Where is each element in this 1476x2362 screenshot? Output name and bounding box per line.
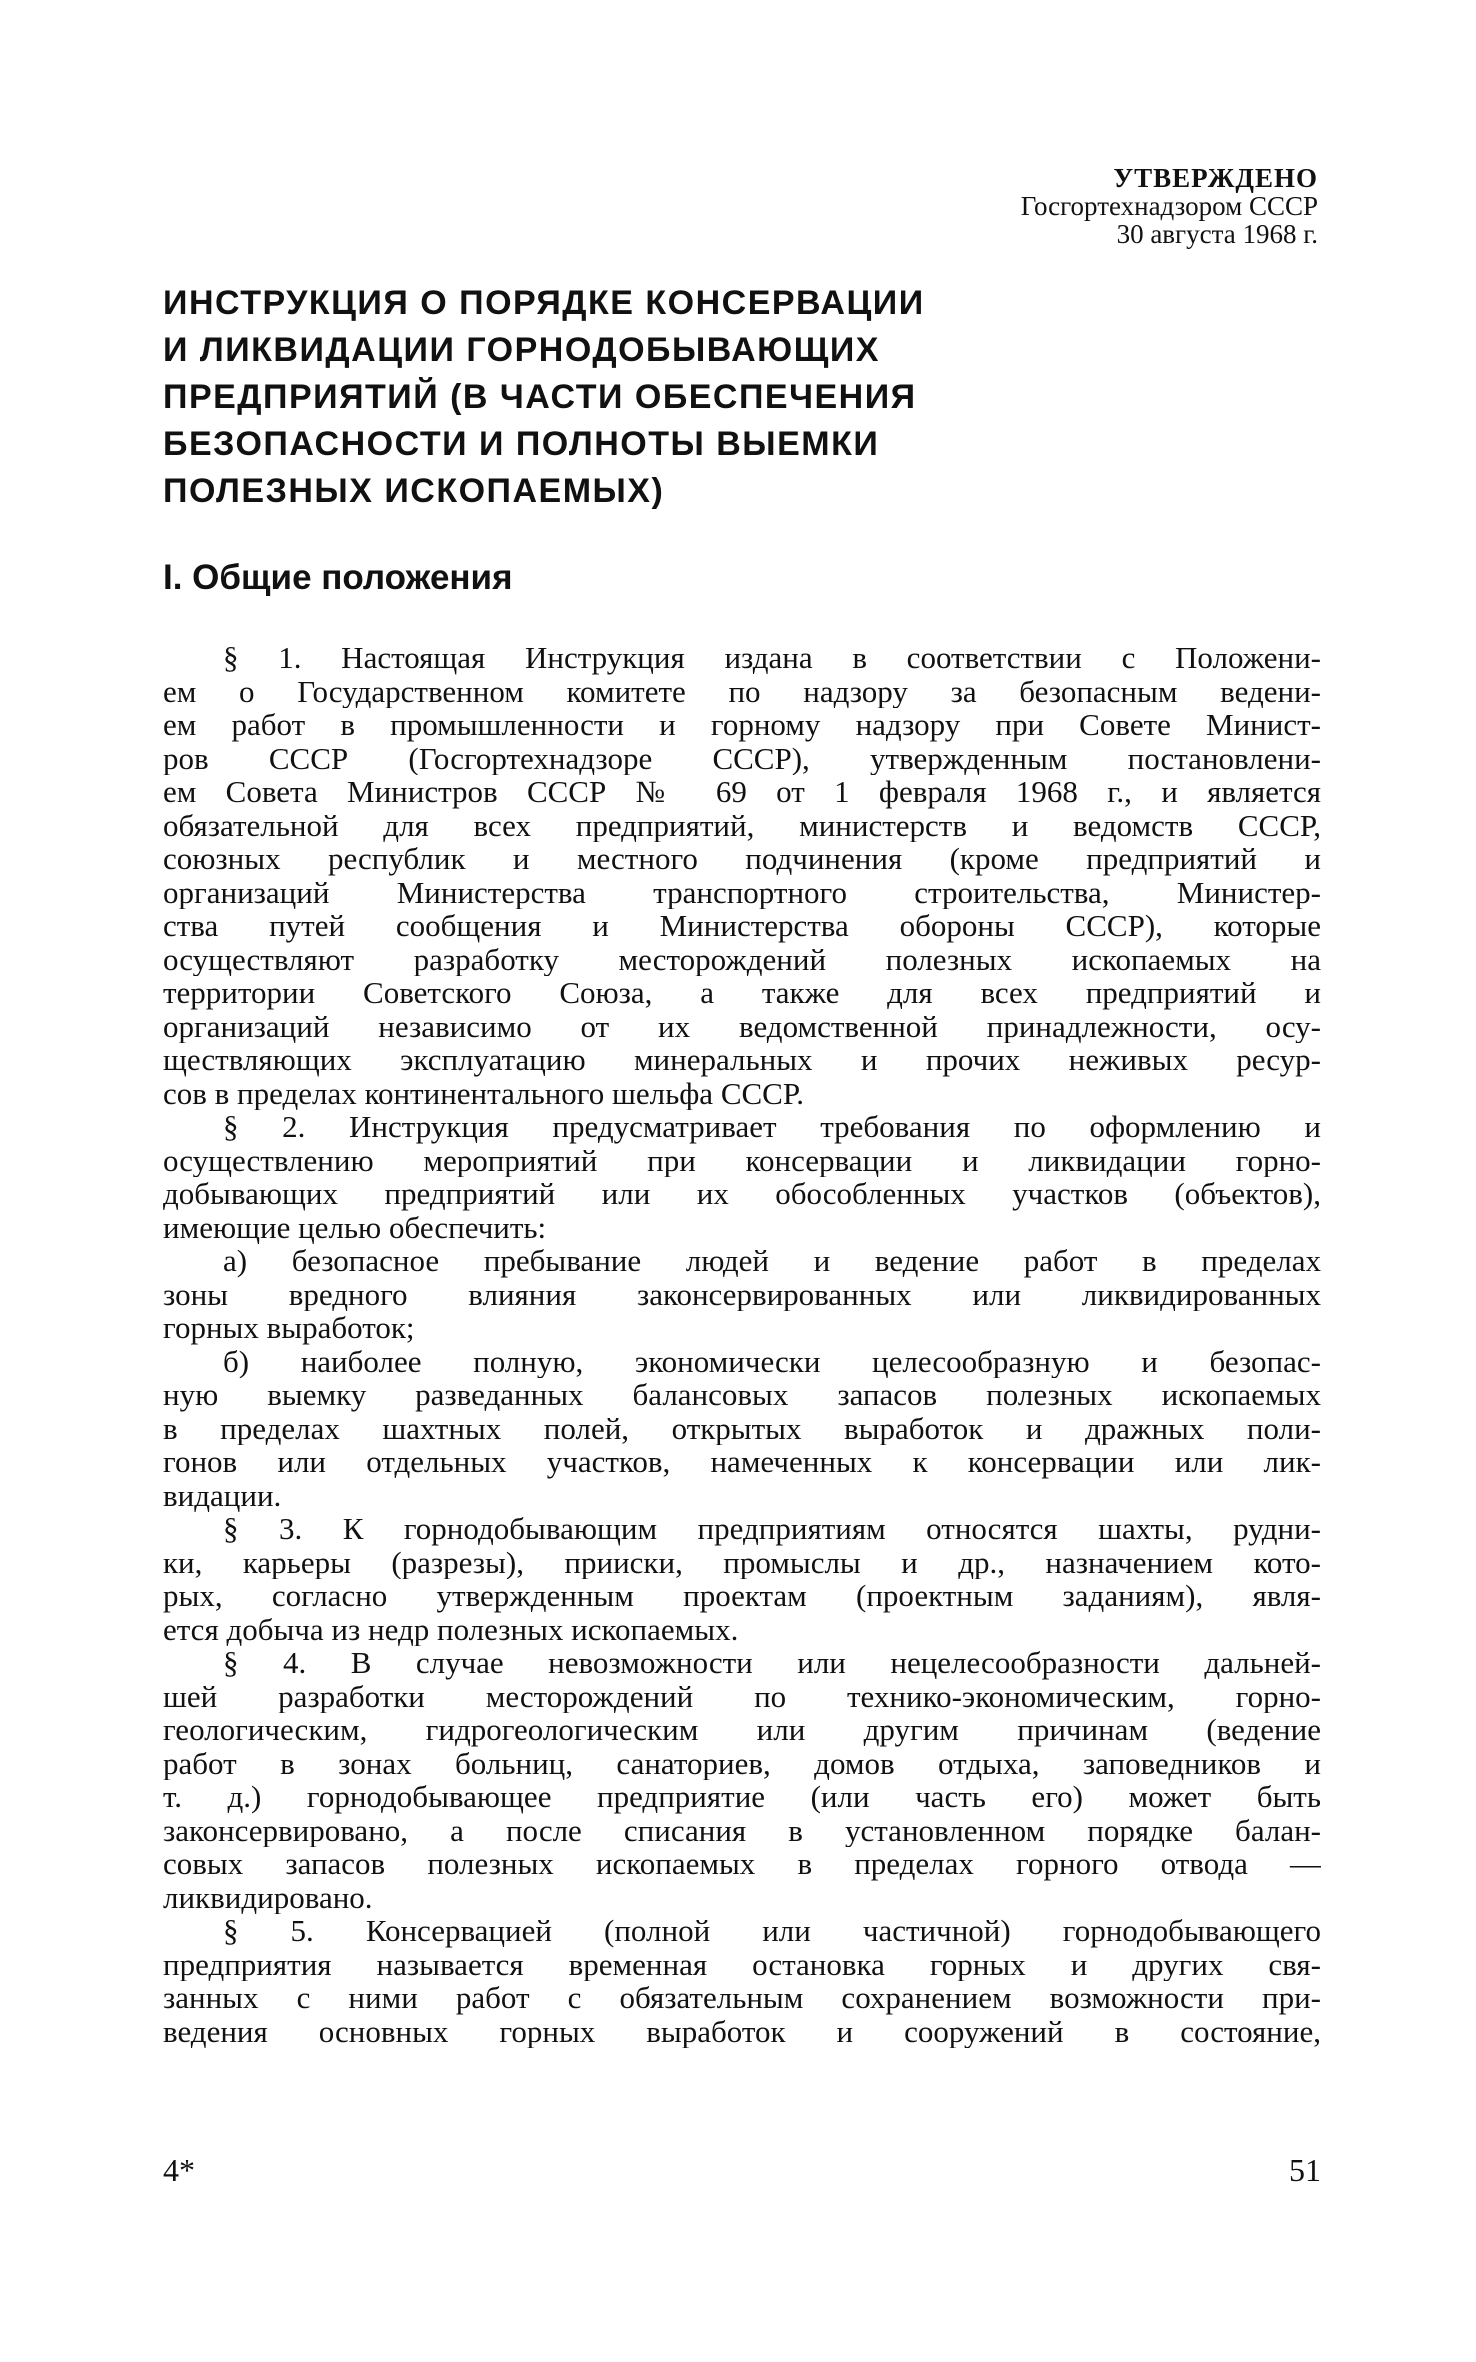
text-line: шей разработки месторождений по технико-экономическим, горно-: [163, 1679, 1321, 1713]
document-title: [163, 280, 925, 515]
approval-authority: Госгортехнадзором СССР: [1020, 191, 1318, 221]
text-line: ется добыча из недр полезных ископаемых.: [163, 1612, 739, 1646]
title-line: БЕЗОПАСНОСТИ И ПОЛНОТЫ ВЫЕМКИ: [163, 425, 880, 463]
paragraph: [163, 1244, 1321, 1345]
text-line: совых запасов полезных ископаемых в пределах горного отвода —: [163, 1847, 1321, 1881]
text-line: горных выработок;: [163, 1311, 415, 1345]
text-line: гонов или отдельных участков, намеченных к консервации или лик-: [163, 1445, 1321, 1479]
text-line: видации.: [163, 1478, 282, 1512]
text-line: ем работ в промышленности и горному надзору при Совете Минист-: [163, 708, 1321, 742]
text-line: ную выемку разведанных балансовых запасов полезных ископаемых: [163, 1378, 1321, 1412]
text-line: § 4. В случае невозможности или нецелесообразности дальней-: [223, 1646, 1321, 1680]
text-line: § 1. Настоящая Инструкция издана в соответствии с Положени-: [223, 641, 1321, 675]
paragraph: [163, 1646, 1321, 1914]
body-text: [163, 641, 1321, 2048]
text-line: территории Советского Союза, а также для всех предприятий и: [163, 976, 1321, 1010]
text-line: в пределах шахтных полей, открытых выработок и дражных поли-: [163, 1411, 1321, 1445]
text-line: геологическим, гидрогеологическим или другим причинам (ведение: [163, 1713, 1321, 1747]
text-line: сов в пределах континентального шельфа СССР.: [163, 1076, 804, 1110]
approval-date: 30 августа 1968 г.: [1116, 219, 1318, 249]
text-line: занных с ними работ с обязательным сохранением возможности при-: [163, 1981, 1321, 2015]
section-heading: I. Общие положения: [163, 558, 513, 597]
text-line: организаций Министерства транспортного строительства, Министер-: [163, 875, 1321, 909]
text-line: осуществлению мероприятий при консервации и ликвидации горно-: [163, 1143, 1321, 1177]
title-line: И ЛИКВИДАЦИИ ГОРНОДОБЫВАЮЩИХ: [163, 331, 880, 369]
text-line: т. д.) горнодобывающее предприятие (или часть его) может быть: [163, 1780, 1321, 1814]
text-line: рых, согласно утвержденным проектам (проектным заданиям), явля-: [163, 1579, 1321, 1613]
text-line: б) наиболее полную, экономически целесообразную и безопас-: [223, 1344, 1321, 1378]
paragraph: [163, 1512, 1321, 1646]
paragraph: [163, 641, 1321, 1110]
text-line: § 2. Инструкция предусматривает требования по оформлению и: [223, 1110, 1321, 1144]
text-line: предприятия называется временная остановка горных и других свя-: [163, 1947, 1321, 1981]
text-line: § 5. Консервацией (полной или частичной) горнодобывающего: [223, 1914, 1321, 1948]
text-line: зоны вредного влияния законсервированных или ликвидированных: [163, 1277, 1321, 1311]
paragraph: [163, 1345, 1321, 1513]
text-line: имеющие целью обеспечить:: [163, 1210, 547, 1244]
signature-mark: 4*: [163, 2152, 195, 2188]
text-line: ществляющих эксплуатацию минеральных и прочих неживых ресур-: [163, 1043, 1321, 1077]
text-line: осуществляют разработку месторождений полезных ископаемых на: [163, 942, 1321, 976]
text-line: добывающих предприятий или их обособленных участков (объектов),: [163, 1177, 1321, 1211]
title-line: ПРЕДПРИЯТИЙ (В ЧАСТИ ОБЕСПЕЧЕНИЯ: [163, 378, 917, 416]
text-line: § 3. К горнодобывающим предприятиям относятся шахты, рудни-: [223, 1512, 1321, 1546]
text-line: ем о Государственном комитете по надзору за безопасным ведени-: [163, 674, 1321, 708]
title-line: ИНСТРУКЦИЯ О ПОРЯДКЕ КОНСЕРВАЦИИ: [163, 284, 925, 322]
paragraph: [163, 1914, 1321, 2048]
text-line: ем Совета Министров СССР № 69 от 1 февраля 1968 г., и является: [163, 775, 1321, 809]
text-line: ства путей сообщения и Министерства обороны СССР), которые: [163, 909, 1321, 943]
text-line: ки, карьеры (разрезы), прииски, промыслы и др., назначением кото-: [163, 1545, 1321, 1579]
text-line: организаций независимо от их ведомственной принадлежности, осу-: [163, 1009, 1321, 1043]
text-line: ликвидировано.: [163, 1880, 373, 1914]
text-line: а) безопасное пребывание людей и ведение работ в пределах: [223, 1244, 1321, 1278]
text-line: работ в зонах больниц, санаториев, домов отдыха, заповедников и: [163, 1746, 1321, 1780]
text-line: обязательной для всех предприятий, министерств и ведомств СССР,: [163, 808, 1321, 842]
text-line: законсервировано, а после списания в установленном порядке балан-: [163, 1813, 1321, 1847]
text-line: союзных республик и местного подчинения (кроме предприятий и: [163, 842, 1321, 876]
text-line: ведения основных горных выработок и сооружений в состояние,: [163, 2014, 1321, 2048]
title-line: ПОЛЕЗНЫХ ИСКОПАЕМЫХ): [163, 472, 665, 510]
approval-label: УТВЕРЖДЕНО: [1113, 163, 1318, 193]
approval-stamp: [1021, 164, 1318, 248]
text-line: ров СССР (Госгортехнадзоре СССР), утвержденным постановлени-: [163, 741, 1321, 775]
page-number: 51: [1289, 2152, 1321, 2188]
paragraph: [163, 1110, 1321, 1244]
